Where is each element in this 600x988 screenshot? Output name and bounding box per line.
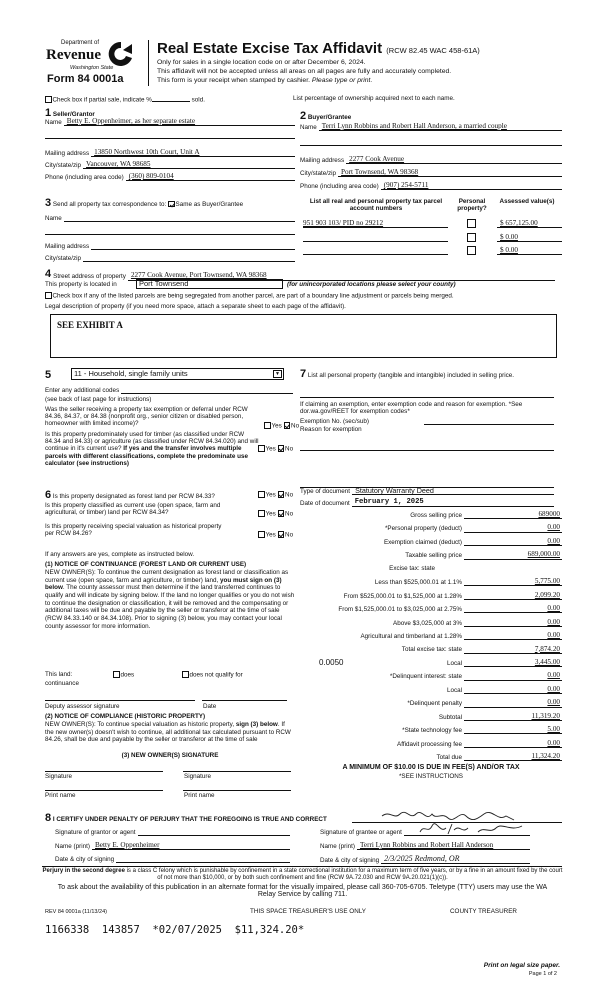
forest-q1 — [45, 489, 215, 502]
notice-text-a: NEW OWNER(S): To continue the current designation as forest land or classification as current use (open space, farm and agriculture, or timber) land, — [45, 569, 289, 584]
grantee-date-value: 2/3/2025 Redmond, OR — [381, 855, 530, 864]
grantor-name-field[interactable] — [55, 842, 290, 850]
tax-row[interactable] — [300, 592, 562, 600]
tax-row[interactable] — [300, 740, 562, 748]
partial-sale — [45, 96, 205, 104]
field-label: Mailing address — [300, 156, 345, 164]
empty-value — [64, 214, 295, 222]
same-as-buyer-label: Same as Buyer/Grantee — [175, 201, 244, 208]
segregated-label: Check box if any of the listed parcels are being segregated from another parcel, are part of a boundary line adjustment or parcels being merged. — [52, 292, 454, 300]
no-label: No — [285, 445, 294, 453]
field-label: Date & city of signing — [320, 856, 380, 864]
empty-value — [91, 242, 295, 250]
parcel-number-field[interactable] — [303, 220, 448, 228]
tax-row[interactable] — [300, 511, 562, 519]
certify-text: I CERTIFY UNDER PENALTY OF PERJURY THAT THE FOREGOING IS TRUE AND CORRECT — [52, 816, 327, 823]
personal-col-header: Personal property? — [457, 198, 487, 213]
sold-label: sold. — [191, 96, 205, 104]
does-label: does — [120, 671, 135, 679]
personal-property-checkbox[interactable] — [467, 219, 476, 228]
buyer-city-field[interactable] — [300, 169, 562, 177]
forest-q2-answer — [258, 510, 293, 518]
parcel-col-header: List all real and personal property tax parcel account numbers — [309, 198, 443, 213]
deputy-label: Deputy assessor signature — [45, 703, 120, 710]
tax-row-value: 0.00 — [464, 672, 562, 680]
land-use-dropdown[interactable] — [71, 368, 284, 380]
no-label: No — [285, 510, 294, 518]
does-option — [113, 671, 134, 679]
yes-label: Yes — [265, 491, 276, 499]
tax-row-label: *Delinquent penalty — [407, 700, 462, 708]
section-number: 5 — [45, 369, 52, 381]
empty-value — [116, 855, 290, 863]
tax-row-value: 5,775.00 — [464, 578, 562, 586]
forest-q1-text: Is this property designated as forest land per RCW 84.33? — [52, 493, 215, 500]
revenue-logo-text: Revenue — [46, 47, 101, 63]
form-title — [157, 40, 480, 57]
tax-row[interactable] — [300, 578, 562, 586]
tax-row-value: 0.00 — [464, 699, 562, 707]
title-text: Real Estate Excise Tax Affidavit — [157, 40, 383, 57]
seller-city-field[interactable] — [45, 161, 295, 169]
tax-row-label: Taxable selling price — [405, 552, 462, 560]
tax-row[interactable] — [300, 659, 562, 667]
notice-compliance-title: (2) NOTICE OF COMPLIANCE (HISTORIC PROPERTY) — [45, 713, 206, 720]
tax-row-value: 2,099.20 — [464, 592, 562, 600]
revision: REV 84 0001a (11/13/24) — [45, 909, 107, 915]
seller-mail-field[interactable] — [45, 149, 295, 157]
field-label: Phone (including area code) — [300, 182, 379, 190]
personal-property-text: List all personal property (tangible and intangible) included in selling price. — [307, 372, 515, 379]
print-name-label: Print name — [45, 792, 76, 799]
field-label: Date & city of signing — [55, 855, 115, 863]
grantor-signature-field[interactable] — [55, 828, 290, 836]
buyer-phone-field[interactable] — [300, 182, 562, 190]
field-label: City/state/zip — [45, 161, 82, 169]
field-label: Name — [45, 214, 62, 222]
grantor-date-field[interactable] — [55, 855, 290, 863]
page-number: Page 1 of 2 — [528, 971, 557, 977]
section-number: 8 — [45, 812, 52, 824]
revenue-logo-icon — [108, 40, 134, 68]
document-type-field[interactable] — [300, 487, 554, 495]
perjury-text: is a class C felony which is punishable by confinement in a state correctional institution for a maximum term of five years, or by a fine in an amount fixed by the court of not more than $10,000, or by both such confinement and fine (RCW 9A.72.030 and RCW 9A.20.021(1)(c)). — [124, 868, 563, 881]
tax-row-label: From $525,000.01 to $1,525,000 at 1.28% — [343, 592, 462, 600]
tax-row-label: Less than $525,000.01 at 1.1% — [374, 579, 462, 587]
tax-row-value: 689000 — [464, 511, 562, 519]
exemption-text: If claiming an exemption, enter exemption code and reason for exemption. *See dor.wa.gov/REET for exemption codes* — [300, 401, 523, 416]
type-or-print: Please type or print. — [311, 77, 373, 84]
buyer-heading — [300, 110, 351, 123]
tax-row-label: Agricultural and timberland at 1.28% — [360, 633, 462, 641]
personal-property-label — [300, 368, 558, 381]
perjury-notice — [40, 868, 565, 882]
seller-name-field[interactable] — [45, 118, 295, 126]
tax-row-value: 0.00 — [464, 524, 562, 532]
document-date-value: February 1, 2025 — [352, 499, 554, 507]
title-citation: (RCW 82.45 WAC 458-61A) — [386, 46, 480, 55]
tax-row-value: 0.00 — [464, 538, 562, 546]
tax-row-label: *Delinquent interest: state — [389, 673, 462, 681]
yes-checkbox[interactable] — [258, 531, 265, 538]
forest-q2: Is this property classified as current use (open space, farm and agricultural, or timber) land per RCW 84.34? — [45, 502, 221, 517]
field-label: Street address of property — [53, 273, 126, 281]
ownership-note: List percentage of ownership acquired next to each name. — [293, 95, 455, 102]
tax-row[interactable] — [300, 619, 562, 627]
field-label: City/state/zip — [45, 254, 82, 262]
street-address-field[interactable] — [45, 268, 555, 281]
tax-row-label: Local — [446, 686, 462, 694]
assessed-value-field[interactable] — [497, 247, 562, 255]
certify-statement — [45, 812, 327, 825]
does-not-option — [182, 671, 243, 679]
no-checkbox[interactable] — [278, 510, 285, 517]
field-label: Signature of grantor or agent — [55, 828, 136, 836]
seller-mail-value: 13850 Northwest 10th Court, Unit A — [91, 149, 295, 157]
document-type-value: Statutory Warranty Deed — [352, 487, 554, 495]
deputy-signature-line[interactable] — [45, 700, 195, 701]
personal-property-checkbox[interactable] — [467, 233, 476, 242]
assessed-value-field[interactable] — [497, 234, 562, 242]
tax-row-value: 0.00 — [464, 605, 562, 613]
buyer-mail-field[interactable] — [300, 156, 562, 164]
tax-row-value: 11,324.20 — [464, 753, 562, 761]
buyer-name-field[interactable] — [300, 123, 562, 131]
tax-row-label: Total due — [436, 754, 462, 762]
yes-label: Yes — [265, 531, 276, 539]
personal-property-checkbox[interactable] — [467, 246, 476, 255]
assessed-value: $ 0.00 — [497, 247, 562, 255]
section-number: 4 — [45, 268, 52, 280]
deputy-date-line[interactable] — [202, 700, 287, 701]
reason-label: Reason for exemption — [300, 426, 362, 433]
field-label: Date of document — [300, 499, 350, 507]
signature-label: Signature — [45, 773, 72, 780]
no-label: No — [285, 531, 294, 539]
notice-text-a: NEW OWNER(S): To continue special valuation as historic property, — [45, 721, 235, 728]
empty-value — [138, 828, 290, 836]
legal-paper-note: Print on legal size paper. — [483, 962, 560, 969]
buyer-city-value: Port Townsend, WA 98368 — [338, 169, 562, 177]
field-label: Phone (including area code) — [45, 173, 124, 181]
forest-q3: Is this property receiving special valuation as historical property per RCW 84.26? — [45, 523, 222, 538]
tax-row-label: Gross selling price — [410, 511, 462, 519]
section-title: Buyer/Grantee — [307, 114, 352, 121]
tax-row[interactable] — [300, 524, 562, 532]
notice-text-c: . If the new owner(s) doesn't wish to continue, all additional tax calculated pursuant to RCW 84.26, shall be due and payable by the seller or transferor at the time of sale — [45, 721, 291, 744]
intro-line-1: Only for sales in a single location code on or after December 6, 2024. — [157, 59, 366, 66]
seller-name-value: Betty E. Oppenheimer, as her separate estate — [64, 118, 295, 126]
tax-row-value: 0.00 — [464, 632, 562, 640]
grantor-name-value: Betty E. Oppenheimer — [92, 842, 290, 850]
accessibility-notice: To ask about the availability of this publication in an alternate format for the visually impaired, please call 360-705-6705. Teletype (TTY) users may use the WA Relay Service by calling 711. — [57, 884, 548, 898]
field-label: Signature of grantee or agent — [320, 828, 402, 836]
intro-line-2: This affidavit will not be accepted unless all areas on all pages are fully and accurately completed. — [157, 68, 452, 75]
parcel-number-field[interactable] — [303, 234, 448, 242]
tax-row[interactable] — [300, 699, 562, 707]
perjury-bold: Perjury in the second degree — [42, 868, 125, 874]
no-checkbox[interactable] — [278, 531, 285, 538]
tax-row-label: Affidavit processing fee — [397, 740, 462, 748]
yes-label: Yes — [265, 445, 276, 453]
minimum-due-note: A MINIMUM OF $10.00 IS DUE IN FEE(S) AND/OR TAX — [342, 764, 520, 771]
no-checkbox[interactable] — [278, 445, 285, 452]
exemption-answer — [264, 422, 299, 430]
tax-row-label: *Personal property (deduct) — [384, 525, 462, 533]
dept-of: Department of — [61, 40, 100, 46]
section-number: 1 — [45, 107, 52, 119]
exemption-no-line[interactable] — [424, 424, 554, 425]
owner-print-line-2[interactable] — [183, 790, 291, 791]
field-label: City/state/zip — [300, 169, 337, 177]
tax-row[interactable] — [300, 726, 562, 734]
tax-row[interactable] — [300, 686, 562, 694]
yes-label: Yes — [271, 422, 282, 430]
continuance-label: continuance — [45, 680, 79, 687]
location-select[interactable]: Port Townsend — [136, 279, 283, 289]
no-label: No — [285, 491, 294, 499]
section-number: 7 — [300, 368, 307, 380]
assessed-col-header: Assessed value(s) — [499, 198, 555, 205]
forest-q3-answer — [258, 531, 293, 539]
located-label: This property is located in — [45, 281, 117, 288]
buyer-phone-value: (907) 254-5711 — [381, 182, 562, 190]
correspondence-name-line-2[interactable] — [45, 234, 295, 235]
notice-continuance-title: (1) NOTICE OF CONTINUANCE (FOREST LAND OR CURRENT USE) — [45, 561, 247, 568]
header-divider — [148, 40, 149, 86]
correspondence-label: Send all property tax correspondence to: — [52, 201, 167, 208]
section-number: 6 — [45, 489, 52, 501]
partial-percent-field[interactable] — [152, 101, 190, 102]
parcel-number-field[interactable] — [303, 247, 448, 255]
assessed-value: $ 657,125.00 — [497, 220, 562, 228]
tax-row-label: Above $3,025,000 at 3% — [393, 619, 462, 627]
parcel-number-value: 951 903 103/ PID no 29212 — [303, 220, 448, 228]
field-label: Name (print) — [55, 842, 90, 850]
grantee-date-field[interactable] — [320, 855, 530, 864]
parcel-number-value — [303, 234, 448, 242]
field-label: Name — [300, 123, 317, 131]
seller-phone-field[interactable] — [45, 173, 295, 181]
buyer-name-value: Terri Lynn Robbins and Robert Hall Anderson, a married couple — [319, 123, 562, 131]
tax-row[interactable] — [300, 753, 562, 761]
yes-checkbox[interactable] — [258, 510, 265, 517]
tax-row-label: Total excise tax: state — [401, 646, 462, 654]
tax-row-heading — [300, 565, 562, 572]
tax-row-label: Subtotal — [438, 713, 462, 721]
section-number: 2 — [300, 110, 307, 122]
field-label: Name — [45, 118, 62, 126]
field-label: Name (print) — [320, 842, 355, 850]
tax-row-value: 11,319.20 — [464, 713, 562, 721]
date-label: Date — [203, 703, 217, 710]
location-note: (for unincorporated locations please select your county) — [287, 281, 456, 288]
segregated-checkbox[interactable] — [45, 292, 52, 299]
correspondence-city-field[interactable] — [45, 254, 295, 262]
segregated — [45, 292, 454, 300]
assessed-value: $ 0.00 — [497, 234, 562, 242]
section-title: Seller/Grantor — [52, 111, 95, 118]
exemption-no-label: Exemption No. (sec/sub) — [300, 418, 369, 425]
footer-divider — [42, 866, 562, 867]
state-label: Washington State — [70, 65, 114, 71]
tax-row[interactable] — [300, 646, 562, 654]
empty-value — [121, 386, 293, 394]
exemption-question: Was the seller receiving a property tax exemption or deferral under RCW 84.36, 84.37, or 84.38 (nonprofit org., senior citizen or disabled person, homeowner with limited income)? — [45, 406, 248, 428]
tax-row-value: 0.00 — [464, 619, 562, 627]
tax-row[interactable] — [300, 713, 562, 721]
legal-label: Legal description of property (if you need more space, attach a separate sheet to each page of the affidavit). — [45, 303, 346, 310]
yes-checkbox[interactable] — [258, 491, 265, 498]
correspondence-heading — [45, 197, 243, 210]
field-label: Mailing address — [45, 242, 90, 250]
street-address-value: 2277 Cook Avenue, Port Townsend, WA 98368 — [128, 272, 555, 280]
owner-signature-line-1[interactable] — [45, 771, 163, 772]
buyer-name-line-2[interactable] — [300, 145, 562, 146]
see-back: (see back of last page for instructions) — [45, 396, 152, 403]
seller-city-value: Vancouver, WA 98685 — [83, 161, 295, 169]
dropdown-arrow-icon[interactable]: ▼ — [273, 370, 282, 378]
tax-row-value: 0.00 — [464, 686, 562, 694]
yes-checkbox[interactable] — [258, 445, 265, 452]
empty-value — [83, 254, 295, 262]
timber-answer — [258, 445, 293, 453]
tax-row-label: Exemption claimed (deduct) — [383, 538, 462, 546]
form-number: Form 84 0001a — [47, 73, 124, 85]
tax-row[interactable] — [300, 672, 562, 680]
correspondence-name-field[interactable] — [45, 214, 295, 222]
tax-row[interactable] — [300, 632, 562, 640]
notice-text-bold: sign (3) below — [235, 721, 278, 728]
if-yes-note: If any answers are yes, complete as instructed below. — [45, 551, 195, 558]
tax-row-value: 3,445.00 — [464, 659, 562, 667]
print-name-label: Print name — [184, 792, 215, 799]
timber-question-text: Is this property predominately used for timber (as classified under RCW 84.34 and 84.33) or agriculture (as classified under RCW 84.34.020) and will continue in it's current use? — [45, 431, 259, 453]
tax-row[interactable] — [300, 551, 562, 559]
this-land-label: This land: — [45, 671, 73, 678]
additional-codes-field[interactable] — [45, 386, 293, 394]
assessed-value-field[interactable] — [497, 220, 562, 228]
timber-question — [45, 431, 260, 467]
grantee-signature-2 — [418, 822, 528, 836]
no-checkbox[interactable] — [284, 422, 291, 429]
receipt-note: This form is your receipt when stamped by cashier. — [157, 77, 310, 84]
notice-compliance-text — [45, 721, 295, 744]
tax-row[interactable] — [300, 538, 562, 546]
tax-row-label: Excise tax: state — [389, 564, 435, 572]
no-label: No — [291, 422, 300, 430]
field-label: Mailing address — [45, 149, 90, 157]
tax-row-label: Local — [446, 659, 462, 667]
partial-sale-label: Check box if partial sale, indicate % — [52, 96, 152, 104]
county-treasurer: COUNTY TREASURER — [450, 908, 517, 915]
tax-row[interactable] — [300, 605, 562, 613]
notice-continuance-text — [45, 569, 295, 630]
land-use-value: 11 - Household, single family units — [74, 369, 188, 378]
tax-row-value: 7,874.20 — [464, 646, 562, 654]
timber-instructions: If yes and the transfer involves multiple parcels with different classifications, complete the predominate use calculator (see instructions) — [45, 445, 248, 467]
buyer-mail-value: 2277 Cook Avenue — [346, 156, 562, 164]
signature-label: Signature — [184, 773, 211, 780]
tax-row-label: *State technology fee — [402, 727, 462, 735]
reason-line[interactable] — [300, 450, 554, 451]
yes-checkbox[interactable] — [264, 422, 271, 429]
section-number: 3 — [45, 197, 52, 209]
tax-row-value: 689,000.00 — [464, 551, 562, 559]
intro-line-3 — [157, 77, 372, 85]
owner-print-line-1[interactable] — [45, 790, 163, 791]
grantee-name-field[interactable] — [320, 842, 530, 850]
tax-row-label: From $1,525,000.01 to $3,025,000 at 2.75% — [338, 606, 462, 614]
treasurer-stamp: 1166338 143857 *02/07/2025 $11,324.20* — [45, 924, 305, 936]
notice-text-bold: you must sign on (3) below — [45, 576, 282, 592]
tax-row-value: 5.00 — [464, 726, 562, 734]
field-label: Enter any additional codes — [45, 386, 120, 394]
treasurer-use: THIS SPACE TREASURER'S USE ONLY — [250, 908, 366, 915]
does-not-checkbox[interactable] — [182, 671, 189, 678]
does-not-label: does not qualify for — [189, 671, 243, 679]
parcel-number-value — [303, 247, 448, 255]
owner-signature-line-2[interactable] — [183, 771, 291, 772]
correspondence-mail-field[interactable] — [45, 242, 295, 250]
local-rate: 0.0050 — [319, 657, 344, 667]
tax-row-value: 0.00 — [464, 740, 562, 748]
forest-q1-answer — [258, 491, 293, 499]
personal-property-line[interactable] — [300, 397, 554, 398]
notice-text-c: . The county assessor must then determine if the land transferred continues to qualify and will indicate by signing below. If the land no longer qualifies or you do not wish to continue the designation or classification, it will be removed and the compensating or additional taxes will be due and payable by the seller or transferor at the time of sale (RCW 84.33.140 or 84.34.108). Prior to signing (3) below, you may contact your local county assessor for more information. — [45, 584, 295, 630]
no-checkbox[interactable] — [278, 491, 285, 498]
field-label: Type of document — [300, 487, 351, 495]
partial-sale-checkbox[interactable] — [45, 96, 52, 103]
yes-label: Yes — [265, 510, 276, 518]
document-date-field[interactable] — [300, 499, 554, 507]
new-owner-signature-title: (3) NEW OWNER(S) SIGNATURE — [121, 752, 219, 759]
same-as-buyer-checkbox[interactable] — [168, 201, 175, 208]
legal-description-box[interactable]: SEE EXHIBIT A — [50, 314, 557, 358]
seller-phone-value: (360) 809-0104 — [126, 173, 295, 181]
does-checkbox[interactable] — [113, 671, 120, 678]
see-instructions: *SEE INSTRUCTIONS — [398, 773, 464, 780]
grantee-name-value: Terri Lynn Robbins and Robert Hall Anderson — [357, 842, 530, 850]
seller-name-line-2[interactable] — [45, 138, 295, 139]
